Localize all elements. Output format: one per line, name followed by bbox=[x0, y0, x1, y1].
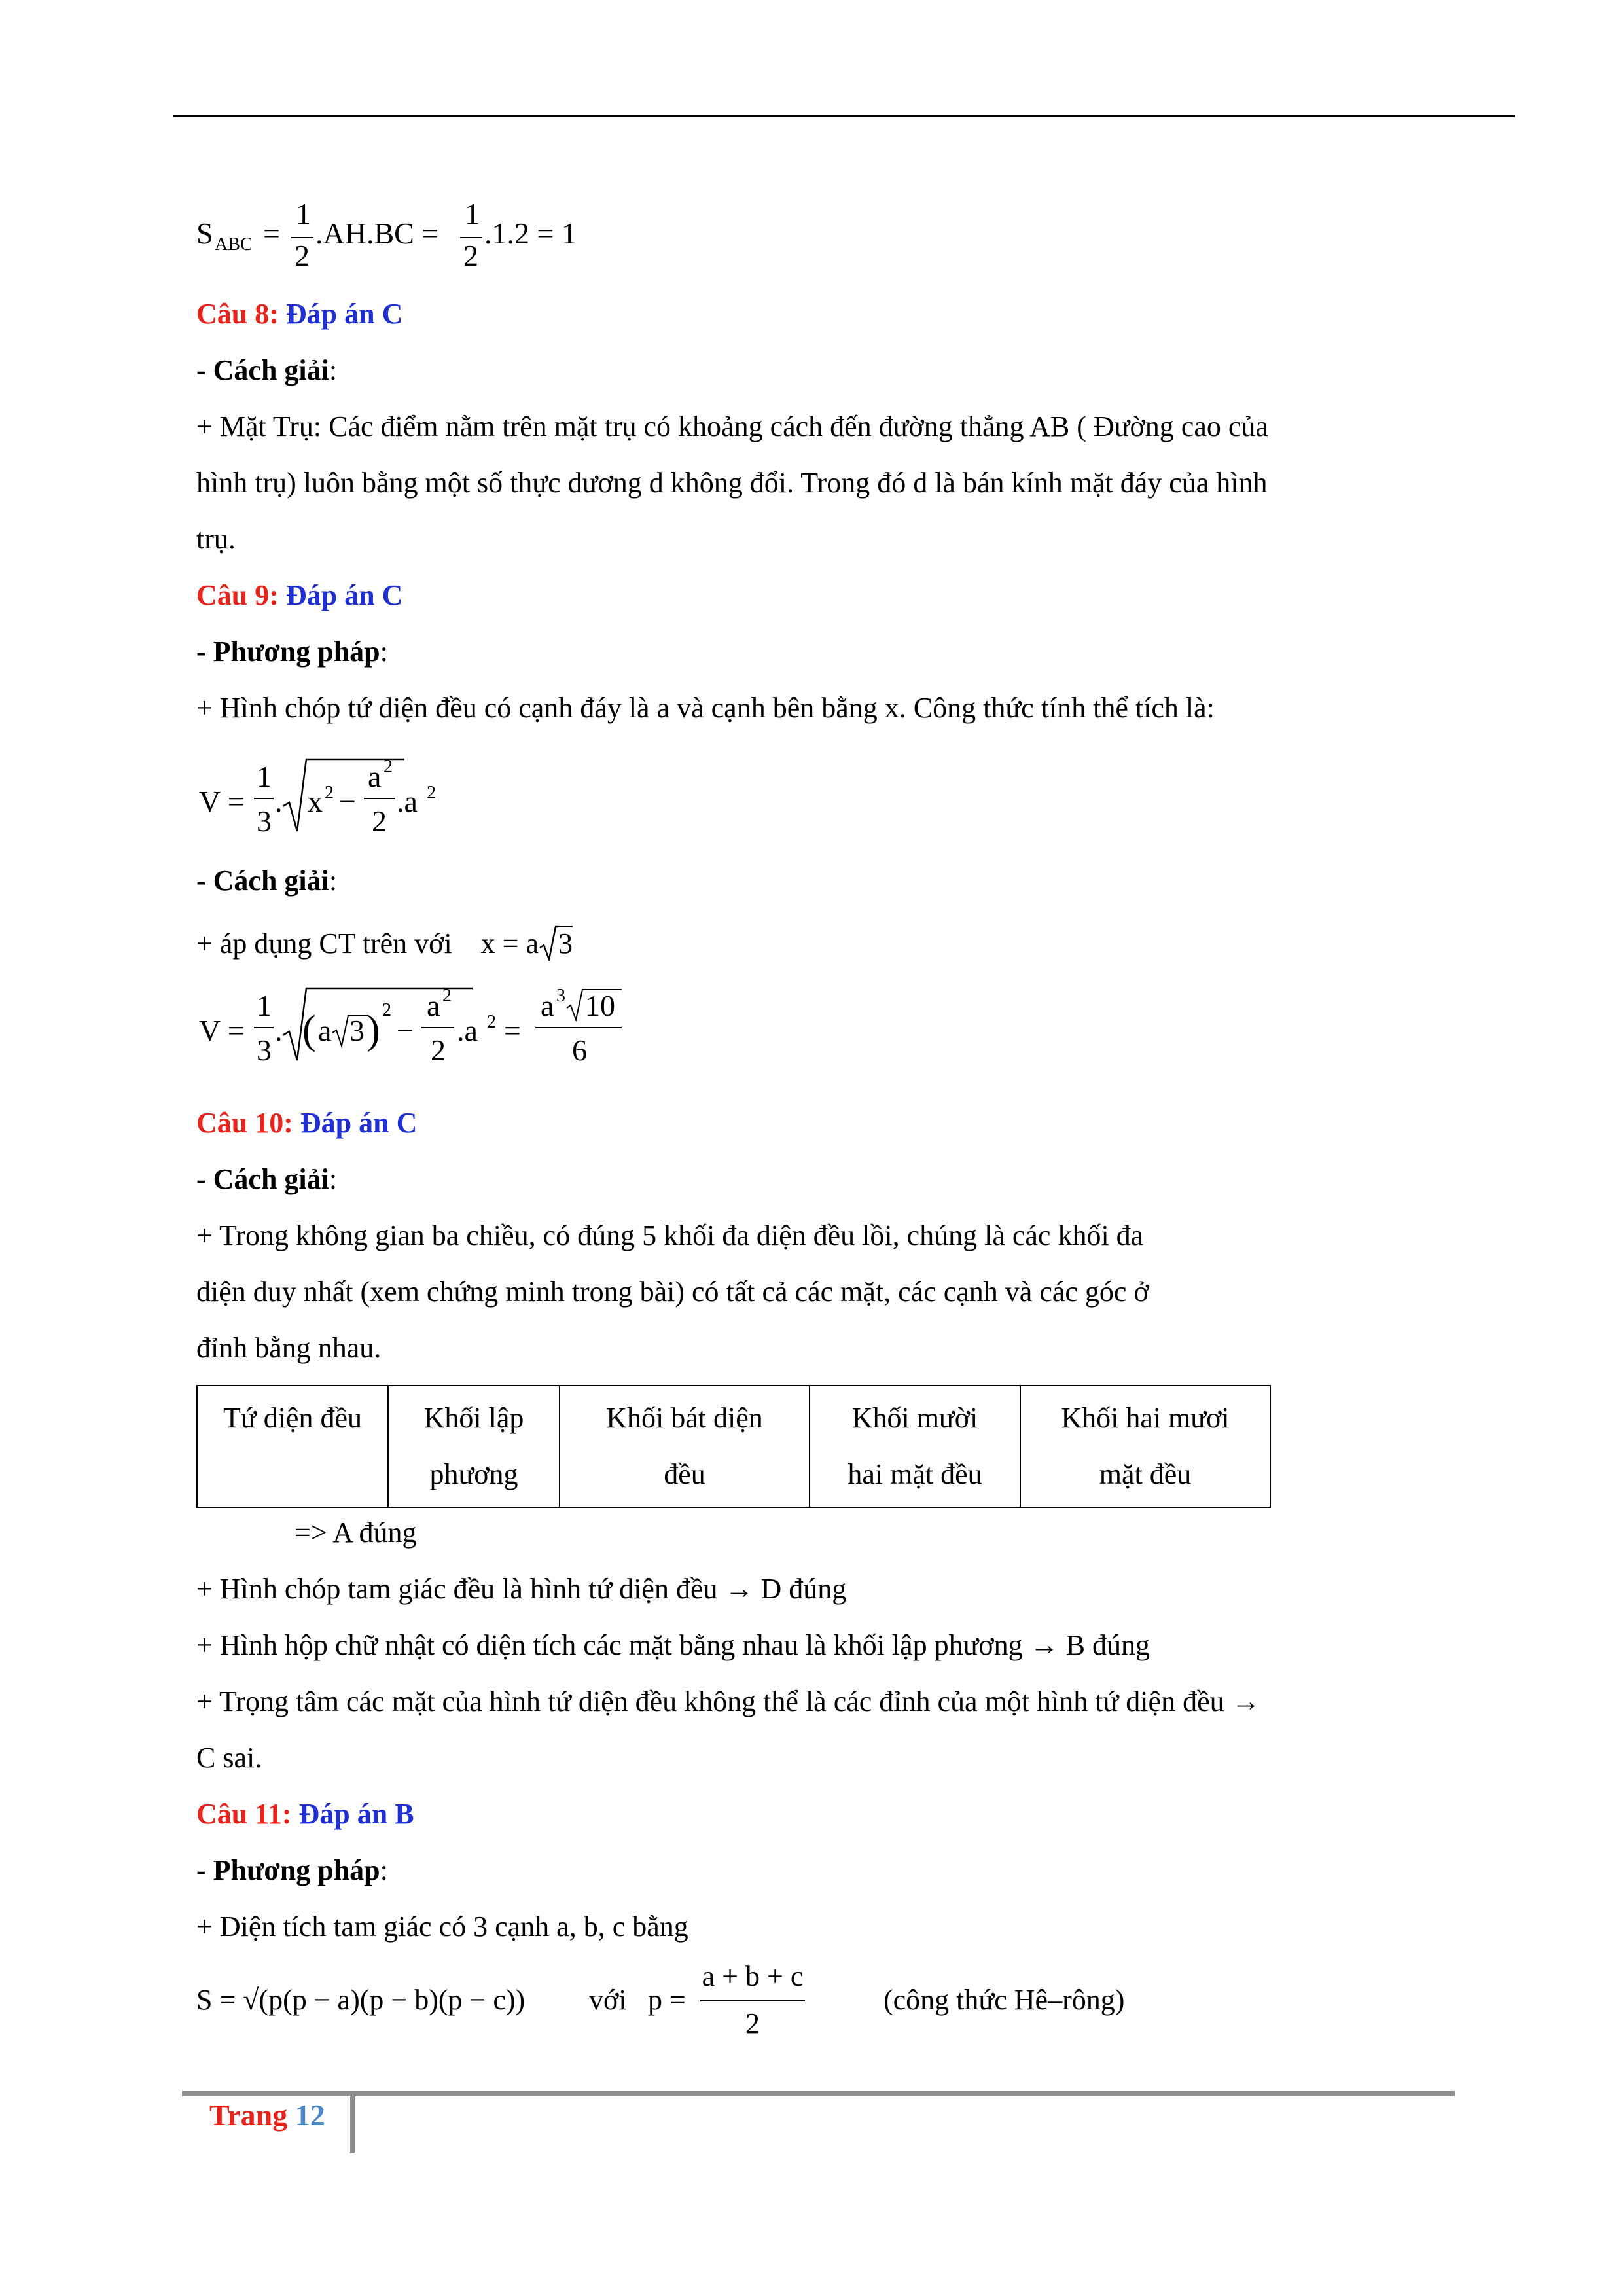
svg-text:−: − bbox=[397, 1014, 414, 1047]
q10-after-5: C sai. bbox=[196, 1742, 262, 1774]
svg-text:2: 2 bbox=[431, 1033, 446, 1067]
q10-num: Câu 10: bbox=[196, 1107, 293, 1139]
svg-text:2: 2 bbox=[382, 1000, 391, 1020]
volume-formula-1 bbox=[196, 746, 471, 844]
q9-apply bbox=[196, 924, 573, 963]
q10-line-3: đỉnh bằng nhau. bbox=[196, 1332, 382, 1364]
q8-method-label: - Cách giải bbox=[196, 354, 329, 386]
svg-text:2: 2 bbox=[372, 804, 387, 838]
svg-text:3: 3 bbox=[556, 986, 565, 1006]
q8-heading bbox=[196, 295, 402, 334]
q10-after-3: + Hình hộp chữ nhật có diện tích các mặt bằng nhau là khối lập phương → B đúng bbox=[196, 1629, 1150, 1661]
svg-text:−: − bbox=[339, 785, 356, 818]
q8-line-1: + Mặt Trụ: Các điểm nằm trên mặt trụ có khoảng cách đến đường thẳng AB ( Đường cao của bbox=[196, 410, 1268, 442]
q10-answer: Đáp án C bbox=[300, 1107, 418, 1139]
polyhedra-table bbox=[196, 1385, 1271, 1508]
q9-method: - Phương pháp: bbox=[196, 636, 388, 668]
footer-divider bbox=[350, 2091, 355, 2153]
q11-answer: Đáp án B bbox=[298, 1798, 414, 1830]
q9-num: Câu 9: bbox=[196, 579, 279, 611]
svg-text:10: 10 bbox=[585, 989, 615, 1022]
q10-line-2: diện duy nhất (xem chứng minh trong bài) có tất cả các mặt, các cạnh và các góc ở bbox=[196, 1276, 1149, 1308]
sabc-sub: ABC bbox=[215, 234, 253, 255]
svg-text:1: 1 bbox=[257, 760, 272, 793]
q9-line-1: + Hình chóp tứ diện đều có cạnh đáy là a và cạnh bên bằng x. Công thức tính thể tích là: bbox=[196, 692, 1215, 724]
svg-text:.: . bbox=[275, 785, 283, 818]
page-number bbox=[209, 2098, 325, 2132]
svg-text:.a: .a bbox=[457, 1014, 478, 1047]
sabc-mid: .AH.BC = bbox=[315, 217, 439, 250]
q10-after-1: => A đúng bbox=[294, 1516, 417, 1549]
sabc-s: S bbox=[196, 217, 213, 250]
sabc-eq: = bbox=[263, 217, 280, 250]
svg-text:.: . bbox=[275, 1014, 283, 1047]
svg-text:2: 2 bbox=[487, 1012, 496, 1032]
q11-method: - Phương pháp: bbox=[196, 1854, 388, 1886]
q10-line-1: + Trong không gian ba chiều, có đúng 5 khối đa diện đều lồi, chúng là các khối đa bbox=[196, 1219, 1144, 1251]
table-row bbox=[197, 1386, 1270, 1507]
svg-text:3: 3 bbox=[257, 1033, 272, 1067]
q9-heading bbox=[196, 576, 402, 615]
svg-text:(: ( bbox=[302, 1008, 316, 1052]
q9-solve-label: - Cách giải bbox=[196, 865, 329, 897]
svg-text:a: a bbox=[541, 989, 554, 1022]
q8-line-3: trụ. bbox=[196, 523, 236, 555]
frac2-den: 2 bbox=[463, 239, 478, 272]
svg-text:3: 3 bbox=[349, 1014, 365, 1047]
svg-text:.a: .a bbox=[397, 785, 418, 818]
q8-num: Câu 8: bbox=[196, 298, 279, 330]
table-cell: Khối bát diện đều bbox=[560, 1386, 810, 1507]
q10-method-label: - Cách giải bbox=[196, 1163, 329, 1195]
volume-formula-2 bbox=[196, 975, 668, 1073]
heron-frac-bar bbox=[700, 2000, 805, 2001]
sabc-tail: .1.2 = 1 bbox=[484, 217, 577, 250]
frac1-den: 2 bbox=[294, 239, 310, 272]
svg-text:): ) bbox=[366, 1008, 380, 1052]
q9-solve: - Cách giải: bbox=[196, 865, 338, 897]
q8-method: - Cách giải: bbox=[196, 354, 338, 386]
q10-after-2: + Hình chóp tam giác đều là hình tứ diện đều → D đúng bbox=[196, 1573, 847, 1605]
heron-expr: S = √(p(p − a)(p − b)(p − c)) bbox=[196, 1984, 526, 2016]
svg-text:2: 2 bbox=[427, 783, 436, 803]
table-cell: Tứ diện đều bbox=[197, 1386, 388, 1507]
q11-method-label: - Phương pháp bbox=[196, 1854, 380, 1886]
v1-v: V = bbox=[199, 785, 245, 818]
q9-apply-text: + áp dụng CT trên với bbox=[196, 927, 452, 960]
q11-num: Câu 11: bbox=[196, 1798, 292, 1830]
frac1-num: 1 bbox=[296, 197, 311, 230]
heron-p-num: a + b + c bbox=[702, 1960, 804, 1992]
sabc-formula bbox=[196, 196, 654, 275]
q11-heading bbox=[196, 1795, 414, 1834]
table-cell: Khối mười hai mặt đều bbox=[810, 1386, 1020, 1507]
page-label: Trang bbox=[209, 2098, 288, 2132]
heron-p-den: 2 bbox=[745, 2007, 760, 2039]
frac2-num: 1 bbox=[465, 197, 480, 230]
q9-answer: Đáp án C bbox=[285, 579, 403, 611]
svg-text:=: = bbox=[504, 1014, 521, 1047]
svg-text:a: a bbox=[368, 760, 382, 793]
page-value: 12 bbox=[294, 2098, 325, 2132]
heron-with: với bbox=[589, 1984, 627, 2016]
svg-text:2: 2 bbox=[383, 757, 393, 777]
header-rule bbox=[173, 115, 1515, 117]
svg-text:a: a bbox=[427, 989, 440, 1022]
q9-apply-rad: 3 bbox=[558, 927, 573, 960]
q10-method: - Cách giải: bbox=[196, 1163, 338, 1195]
q9-apply-eq: x = a bbox=[480, 927, 539, 960]
svg-text:1: 1 bbox=[257, 989, 272, 1022]
footer-rule bbox=[182, 2091, 1455, 2096]
q9-method-label: - Phương pháp bbox=[196, 636, 380, 668]
q11-line-1: + Diện tích tam giác có 3 cạnh a, b, c bằng bbox=[196, 1910, 688, 1943]
heron-formula bbox=[196, 1960, 1243, 2053]
svg-text:6: 6 bbox=[572, 1033, 587, 1067]
table-cell: Khối hai mươi mặt đều bbox=[1020, 1386, 1270, 1507]
svg-text:x: x bbox=[308, 785, 323, 818]
q8-line-2: hình trụ) luôn bằng một số thực dương d không đổi. Trong đó d là bán kính mặt đáy của hình bbox=[196, 467, 1268, 499]
svg-text:3: 3 bbox=[257, 804, 272, 838]
heron-p-eq: p = bbox=[648, 1984, 686, 2016]
q10-after-4: + Trọng tâm các mặt của hình tứ diện đều không thể là các đỉnh của một hình tứ diện đều → bbox=[196, 1685, 1260, 1717]
svg-text:V =: V = bbox=[199, 1014, 245, 1047]
svg-text:2: 2 bbox=[442, 986, 452, 1006]
heron-note: (công thức Hê–rông) bbox=[883, 1984, 1125, 2016]
q8-answer: Đáp án C bbox=[285, 298, 403, 330]
table-cell: Khối lập phương bbox=[388, 1386, 560, 1507]
svg-text:2: 2 bbox=[325, 783, 334, 803]
svg-text:a: a bbox=[318, 1014, 332, 1047]
q10-heading bbox=[196, 1103, 417, 1143]
